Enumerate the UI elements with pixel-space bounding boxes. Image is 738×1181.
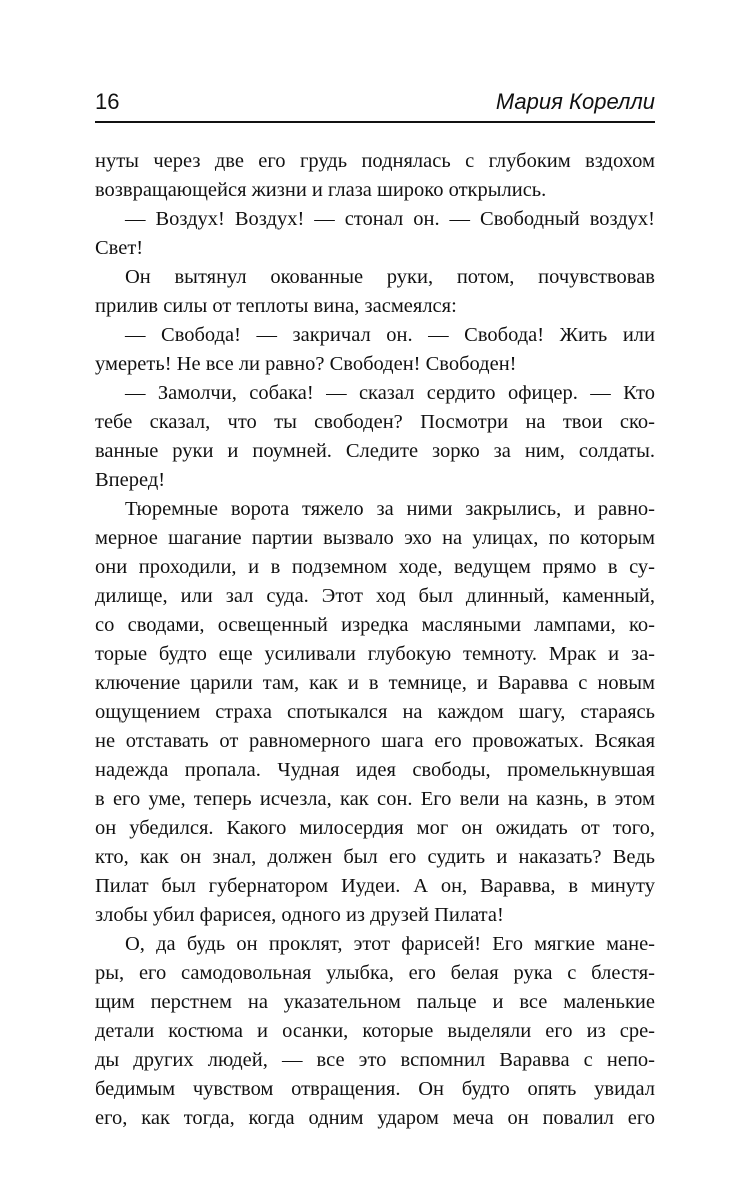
running-head-author: Мария Корелли <box>495 89 655 114</box>
header-rule <box>95 121 655 123</box>
text-line: Тюремные ворота тяжело за ними закрылись, и равно- <box>125 498 655 520</box>
text-line: О, да будь он проклят, этот фарисей! Его мягкие мане- <box>125 933 655 955</box>
text-line: прилив силы от теплоты вина, засмеялся: <box>95 295 457 317</box>
page-number: 16 <box>95 89 120 114</box>
text-line: Свет! <box>95 237 144 259</box>
text-line: — Воздух! Воздух! — стонал он. — Свободный воздух! <box>125 208 655 230</box>
text-line: умереть! Не все ли равно? Свободен! Свободен! <box>95 353 517 375</box>
text-line: в его уме, теперь исчезла, как сон. Его вели на казнь, в этом <box>95 788 655 810</box>
text-line: детали костюма и осанки, которые выделяли его из сре- <box>95 1020 655 1042</box>
text-line: торые будто еще усиливали глубокую темноту. Мрак и за- <box>95 643 655 665</box>
text-line: возвращающейся жизни и глаза широко открылись. <box>95 179 547 201</box>
text-line: мерное шагание партии вызвало эхо на улицах, по которым <box>95 527 655 549</box>
text-line: злобы убил фарисея, одного из друзей Пилата! <box>95 904 504 926</box>
body-text <box>95 147 655 1133</box>
text-line: Вперед! <box>95 469 166 491</box>
text-line: нуты через две его грудь поднялась с глубоким вздохом <box>95 150 655 172</box>
text-line: не отставать от равномерного шага его провожатых. Всякая <box>95 730 655 752</box>
text-line: они проходили, и в подземном ходе, ведущем прямо в су- <box>95 556 655 578</box>
text-line: со сводами, освещенный изредка масляными лампами, ко- <box>95 614 655 636</box>
text-line: надежда пропала. Чудная идея свободы, промелькнувшая <box>95 759 655 781</box>
text-line: ванные руки и поумней. Следите зорко за ним, солдаты. <box>95 440 655 462</box>
text-line: — Свобода! — закричал он. — Свобода! Жить или <box>125 324 655 346</box>
text-line: ощущением страха спотыкался на каждом шагу, стараясь <box>95 701 655 723</box>
page-header <box>95 88 655 122</box>
text-line: ключение царили там, как и в темнице, и Варавва с новым <box>95 672 655 694</box>
text-line: его, как тогда, когда одним ударом меча он повалил его <box>95 1107 655 1129</box>
text-line: Он вытянул окованные руки, потом, почувствовав <box>125 266 655 288</box>
text-line: тебе сказал, что ты свободен? Посмотри на твои ско- <box>95 411 655 433</box>
text-line: — Замолчи, собака! — сказал сердито офицер. — Кто <box>125 382 655 404</box>
text-line: ры, его самодовольная улыбка, его белая рука с блестя- <box>95 962 655 984</box>
text-line: дилище, или зал суда. Этот ход был длинный, каменный, <box>95 585 655 607</box>
text-line: щим перстнем на указательном пальце и все маленькие <box>95 991 655 1013</box>
text-line: он убедился. Какого милосердия мог он ожидать от того, <box>95 817 655 839</box>
text-line: кто, как он знал, должен был его судить и наказать? Ведь <box>95 846 655 868</box>
text-line: ды других людей, — все это вспомнил Варавва с непо- <box>95 1049 655 1071</box>
text-line: Пилат был губернатором Иудеи. А он, Варавва, в минуту <box>95 875 655 897</box>
text-line: бедимым чувством отвращения. Он будто опять увидал <box>95 1078 655 1100</box>
